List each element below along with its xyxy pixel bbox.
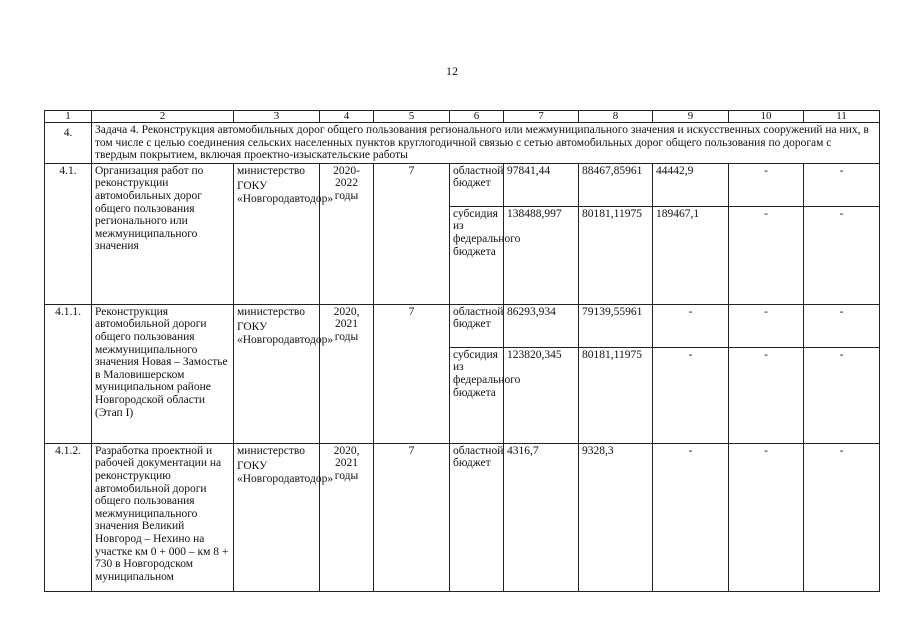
task-row <box>45 123 880 164</box>
executor-ministry: министерство <box>237 444 305 457</box>
row-number: 4.1.2. <box>45 443 92 591</box>
funding-source: областной бюджет <box>450 304 504 347</box>
amount-2021: 80181,11975 <box>579 347 653 443</box>
executor-goku: ГОКУ «Новгородавтодор» <box>237 180 334 205</box>
funding-source: областной бюджет <box>450 443 504 591</box>
amount-2021: 79139,55961 <box>579 304 653 347</box>
column-number-row <box>45 111 880 123</box>
funding-source: областной бюджет <box>450 163 504 206</box>
col-header: 11 <box>804 111 880 123</box>
executor-cell <box>234 443 334 591</box>
amount-2023: - <box>729 347 804 443</box>
amount-2020: 97841,44 <box>504 163 579 206</box>
funding-source: субсидия из федерального бюджета <box>450 347 504 443</box>
amount-2021: 88467,85961 <box>579 163 653 206</box>
amount-2020: 138488,997 <box>504 206 579 304</box>
executor-cell <box>234 304 334 443</box>
row-number: 4.1. <box>45 163 92 304</box>
period: 2020, 2021 годы <box>320 443 374 591</box>
activity-name: Реконструкция автомобильной дороги общего пользования межмуниципального значения Новая – Замостье в Маловишерском муниципальном районе Новгородской области (Этап I) <box>92 304 234 443</box>
program-table <box>44 110 880 592</box>
amount-2023: - <box>729 443 804 591</box>
col-header: 6 <box>450 111 504 123</box>
col-header: 10 <box>729 111 804 123</box>
amount-2022: - <box>653 347 729 443</box>
col-header: 1 <box>45 111 92 123</box>
target-indicator: 7 <box>374 163 450 304</box>
amount-2020: 123820,345 <box>504 347 579 443</box>
row-number: 4.1.1. <box>45 304 92 443</box>
executor-goku: ГОКУ «Новгородавтодор» <box>237 460 334 485</box>
target-indicator: 7 <box>374 304 450 443</box>
col-header: 9 <box>653 111 729 123</box>
table-row <box>45 163 880 206</box>
executor-ministry: министерство <box>237 164 305 177</box>
executor-cell <box>234 163 334 304</box>
amount-2024: - <box>804 347 880 443</box>
funding-source: субсидия из федерального бюджета <box>450 206 504 304</box>
col-header: 8 <box>579 111 653 123</box>
amount-2022: 189467,1 <box>653 206 729 304</box>
table-row <box>45 443 880 591</box>
amount-2023: - <box>729 304 804 347</box>
col-header: 7 <box>504 111 579 123</box>
amount-2024: - <box>804 443 880 591</box>
amount-2024: - <box>804 304 880 347</box>
col-header: 3 <box>234 111 320 123</box>
executor-goku: ГОКУ «Новгородавтодор» <box>237 321 334 346</box>
amount-2023: - <box>729 206 804 304</box>
amount-2021: 9328,3 <box>579 443 653 591</box>
amount-2021: 80181,11975 <box>579 206 653 304</box>
task-description: Задача 4. Реконструкция автомобильных дорог общего пользования регионального или межмуниципального значения и искусственных сооружений на них, в том числе с целью соединения сельских населенных пунктов круглогодичной связью с сетью автомобильных дорог общего пользования по дорогам с твердым покрытием, включая проектно-изыскательские работы <box>92 123 880 164</box>
activity-name: Организация работ по реконструкции автомобильных дорог общего пользования регионального или межмуниципального значения <box>92 163 234 304</box>
target-indicator: 7 <box>374 443 450 591</box>
col-header: 2 <box>92 111 234 123</box>
amount-2022: - <box>653 443 729 591</box>
page-number: 12 <box>446 64 458 78</box>
task-number: 4. <box>45 123 92 164</box>
amount-2022: - <box>653 304 729 347</box>
period: 2020, 2021 годы <box>320 304 374 443</box>
amount-2024: - <box>804 163 880 206</box>
table-row <box>45 304 880 347</box>
amount-2020: 86293,934 <box>504 304 579 347</box>
col-header: 5 <box>374 111 450 123</box>
amount-2023: - <box>729 163 804 206</box>
executor-ministry: министерство <box>237 305 305 318</box>
activity-name: Разработка проектной и рабочей документации на реконструкцию автомобильной дороги общего пользования межмуниципального значения Великий Новгород – Нехино на участке км 0 + 000 – км 8 + 730 в Новгородском муниципальном <box>92 443 234 591</box>
amount-2024: - <box>804 206 880 304</box>
amount-2020: 4316,7 <box>504 443 579 591</box>
col-header: 4 <box>320 111 374 123</box>
period: 2020-2022 годы <box>320 163 374 304</box>
amount-2022: 44442,9 <box>653 163 729 206</box>
